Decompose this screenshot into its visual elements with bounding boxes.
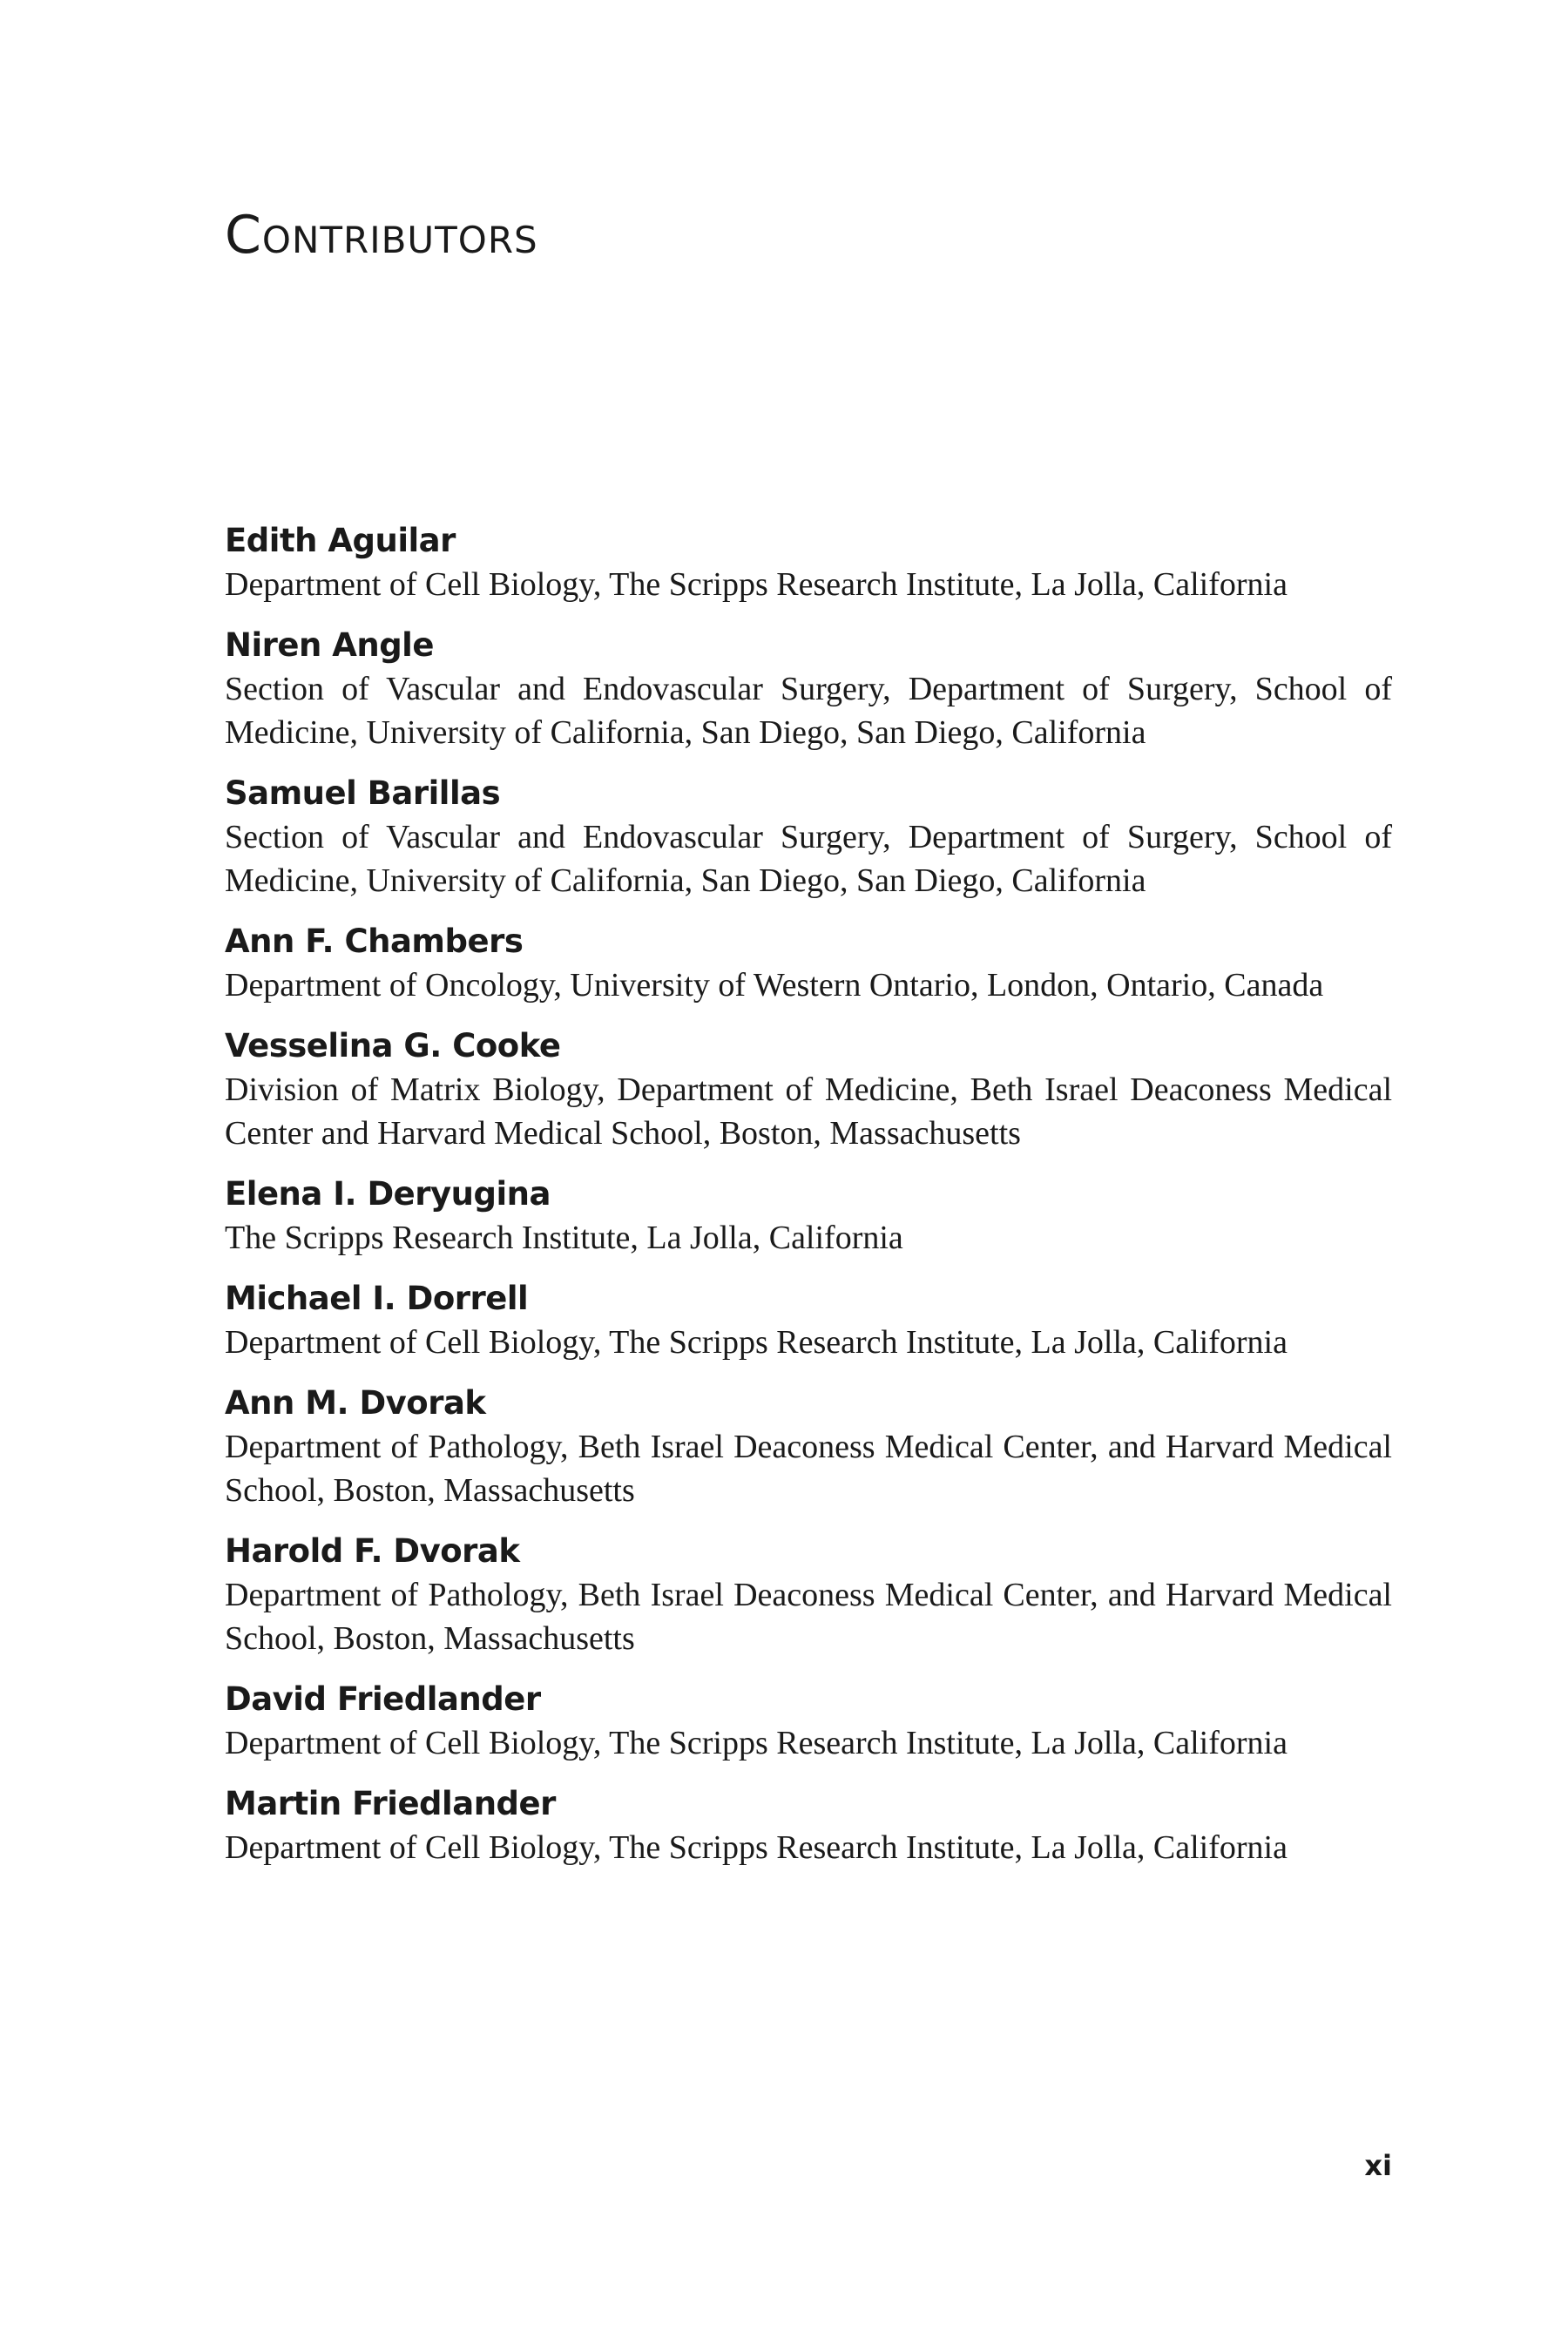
contributor-name: Michael I. Dorrell xyxy=(225,1280,529,1317)
contributor-entry xyxy=(225,1277,1392,1364)
contributor-name: Samuel Barillas xyxy=(225,774,501,812)
contributor-name: Martin Friedlander xyxy=(225,1785,556,1822)
contributor-entry xyxy=(225,772,1392,902)
contributor-affiliation: Department of Pathology, Beth Israel Deaconess Medical Center, and Harvard Medical School, Boston, Massachusetts xyxy=(225,1429,1392,1509)
contributor-affiliation: The Scripps Research Institute, La Jolla, California xyxy=(225,1220,903,1256)
contributor-entry xyxy=(225,1024,1392,1155)
contributor-list xyxy=(225,519,1392,1887)
page-title: Contributors xyxy=(225,205,538,266)
contributor-affiliation: Department of Cell Biology, The Scripps Research Institute, La Jolla, California xyxy=(225,566,1288,603)
contributor-name: Vesselina G. Cooke xyxy=(225,1027,561,1064)
contributor-affiliation: Department of Cell Biology, The Scripps Research Institute, La Jolla, California xyxy=(225,1324,1288,1361)
contributor-affiliation: Section of Vascular and Endovascular Surgery, Department of Surgery, School of Medicine, University of California, San Diego, San Diego, California xyxy=(225,819,1392,899)
contributor-entry xyxy=(225,1782,1392,1869)
contributor-entry xyxy=(225,1678,1392,1765)
contributor-entry xyxy=(225,519,1392,606)
contributor-entry xyxy=(225,1530,1392,1660)
contributor-affiliation: Division of Matrix Biology, Department of Medicine, Beth Israel Deaconess Medical Center and Harvard Medical School, Boston, Massachusetts xyxy=(225,1071,1392,1152)
contributor-name: Edith Aguilar xyxy=(225,522,456,559)
contributor-affiliation: Department of Cell Biology, The Scripps Research Institute, La Jolla, California xyxy=(225,1725,1288,1761)
contributor-name: Ann F. Chambers xyxy=(225,923,524,960)
contributor-entry xyxy=(225,1173,1392,1260)
contributor-affiliation: Department of Oncology, University of Western Ontario, London, Ontario, Canada xyxy=(225,967,1324,1004)
contributor-name: Niren Angle xyxy=(225,626,434,664)
contributor-affiliation: Section of Vascular and Endovascular Surgery, Department of Surgery, School of Medicine, University of California, San Diego, San Diego, California xyxy=(225,671,1392,751)
page-number: xi xyxy=(1364,2149,1392,2182)
contributor-name: David Friedlander xyxy=(225,1680,541,1718)
contributor-entry xyxy=(225,920,1392,1007)
contributor-name: Harold F. Dvorak xyxy=(225,1532,520,1570)
contributor-name: Elena I. Deryugina xyxy=(225,1175,551,1213)
contributor-affiliation: Department of Cell Biology, The Scripps Research Institute, La Jolla, California xyxy=(225,1829,1288,1866)
contributor-entry xyxy=(225,624,1392,754)
contributor-affiliation: Department of Pathology, Beth Israel Deaconess Medical Center, and Harvard Medical School, Boston, Massachusetts xyxy=(225,1577,1392,1657)
contributor-entry xyxy=(225,1382,1392,1512)
contributor-name: Ann M. Dvorak xyxy=(225,1384,486,1422)
